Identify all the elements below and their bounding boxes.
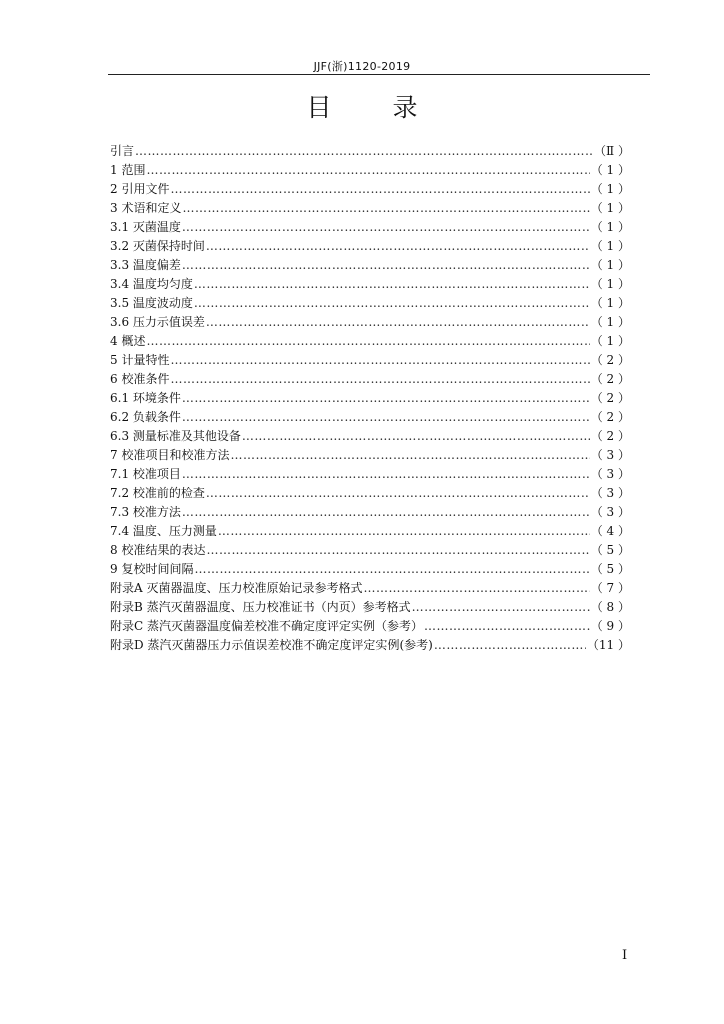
toc-entry-page: （ 5 ） bbox=[590, 562, 630, 576]
toc-entry[interactable] bbox=[110, 275, 630, 294]
toc-entry-label: 附录A 灭菌器温度、压力校准原始记录参考格式 bbox=[110, 581, 363, 595]
toc-entry[interactable] bbox=[110, 560, 630, 579]
toc-entry-label: 1 范围 bbox=[110, 163, 146, 177]
toc-entry-page: （ 1 ） bbox=[590, 220, 630, 234]
toc-entry-page: （ 3 ） bbox=[590, 467, 630, 481]
toc-entry-label: 7 校准项目和校准方法 bbox=[110, 448, 230, 462]
toc-entry-page: （11 ） bbox=[586, 638, 630, 652]
toc-leader-dots bbox=[182, 465, 590, 484]
toc-leader-dots bbox=[242, 427, 590, 446]
toc-entry-page: （ 1 ） bbox=[590, 296, 630, 310]
toc-entry-label: 9 复校时间间隔 bbox=[110, 562, 194, 576]
toc-leader-dots bbox=[194, 294, 590, 313]
toc-entry[interactable] bbox=[110, 389, 630, 408]
toc-entry-label: 附录B 蒸汽灭菌器温度、压力校准证书（内页）参考格式 bbox=[110, 600, 411, 614]
toc-entry-label: 6.1 环境条件 bbox=[110, 391, 181, 405]
table-of-contents bbox=[110, 142, 630, 655]
toc-leader-dots bbox=[206, 237, 590, 256]
toc-entry-page: （ 2 ） bbox=[590, 410, 630, 424]
toc-entry[interactable] bbox=[110, 579, 630, 598]
toc-entry[interactable] bbox=[110, 370, 630, 389]
toc-leader-dots bbox=[206, 313, 590, 332]
toc-entry-label: 4 概述 bbox=[110, 334, 146, 348]
toc-entry-label: 6 校准条件 bbox=[110, 372, 170, 386]
toc-entry-page: （ 3 ） bbox=[590, 505, 630, 519]
toc-leader-dots bbox=[182, 218, 590, 237]
toc-entry[interactable] bbox=[110, 256, 630, 275]
toc-leader-dots bbox=[218, 522, 590, 541]
toc-entry-label: 3.5 温度波动度 bbox=[110, 296, 193, 310]
toc-entry-page: （ 7 ） bbox=[590, 581, 630, 595]
toc-entry-label: 3.3 温度偏差 bbox=[110, 258, 181, 272]
toc-entry-page: （ 2 ） bbox=[590, 372, 630, 386]
toc-leader-dots bbox=[424, 617, 590, 636]
toc-entry[interactable] bbox=[110, 161, 630, 180]
toc-entry[interactable] bbox=[110, 598, 630, 617]
toc-entry-page: （ 1 ） bbox=[590, 258, 630, 272]
toc-entry-page: （Ⅱ ） bbox=[594, 144, 630, 158]
toc-entry[interactable] bbox=[110, 465, 630, 484]
toc-entry[interactable] bbox=[110, 636, 630, 655]
toc-entry-page: （ 1 ） bbox=[590, 277, 630, 291]
toc-entry-page: （ 4 ） bbox=[590, 524, 630, 538]
toc-entry-label: 7.2 校准前的检查 bbox=[110, 486, 205, 500]
toc-entry-page: （ 1 ） bbox=[590, 182, 630, 196]
toc-entry-page: （ 2 ） bbox=[590, 353, 630, 367]
toc-entry-label: 8 校准结果的表达 bbox=[110, 543, 206, 557]
toc-leader-dots bbox=[206, 541, 589, 560]
toc-leader-dots bbox=[194, 560, 589, 579]
toc-entry[interactable] bbox=[110, 484, 630, 503]
toc-entry-label: 3.2 灭菌保持时间 bbox=[110, 239, 205, 253]
toc-entry-page: （ 1 ） bbox=[590, 163, 630, 177]
toc-entry-page: （ 1 ） bbox=[590, 334, 630, 348]
document-code: JJF(浙)1120-2019 bbox=[313, 60, 411, 73]
toc-leader-dots bbox=[434, 636, 586, 655]
toc-entry-label: 6.2 负载条件 bbox=[110, 410, 181, 424]
toc-entry[interactable] bbox=[110, 237, 630, 256]
toc-entry[interactable] bbox=[110, 408, 630, 427]
toc-entry-page: （ 1 ） bbox=[590, 201, 630, 215]
page-number: I bbox=[622, 948, 628, 963]
toc-entry-label: 5 计量特性 bbox=[110, 353, 170, 367]
toc-entry-label: 3.4 温度均匀度 bbox=[110, 277, 193, 291]
toc-entry[interactable] bbox=[110, 218, 630, 237]
toc-leader-dots bbox=[182, 389, 590, 408]
toc-entry[interactable] bbox=[110, 332, 630, 351]
toc-leader-dots bbox=[146, 161, 589, 180]
toc-entry[interactable] bbox=[110, 503, 630, 522]
toc-leader-dots bbox=[230, 446, 589, 465]
toc-leader-dots bbox=[182, 503, 590, 522]
toc-entry-page: （ 2 ） bbox=[590, 429, 630, 443]
toc-leader-dots bbox=[170, 180, 589, 199]
toc-entry-label: 3.6 压力示值误差 bbox=[110, 315, 205, 329]
toc-entry-label: 附录C 蒸汽灭菌器温度偏差校准不确定度评定实例（参考） bbox=[110, 619, 423, 633]
toc-leader-dots bbox=[206, 484, 590, 503]
toc-entry[interactable] bbox=[110, 522, 630, 541]
toc-entry[interactable] bbox=[110, 351, 630, 370]
toc-leader-dots bbox=[146, 332, 589, 351]
toc-entry[interactable] bbox=[110, 180, 630, 199]
page-title: 目 录 bbox=[306, 93, 436, 122]
toc-entry[interactable] bbox=[110, 294, 630, 313]
toc-entry-label: 7.4 温度、压力测量 bbox=[110, 524, 217, 538]
toc-entry-page: （ 5 ） bbox=[590, 543, 630, 557]
toc-entry-label: 3.1 灭菌温度 bbox=[110, 220, 181, 234]
toc-entry-label: 引言 bbox=[110, 144, 135, 158]
toc-entry[interactable] bbox=[110, 541, 630, 560]
toc-entry-label: 3 术语和定义 bbox=[110, 201, 182, 215]
toc-leader-dots bbox=[170, 351, 589, 370]
toc-entry-page: （ 3 ） bbox=[590, 448, 630, 462]
toc-entry-label: 7.1 校准项目 bbox=[110, 467, 181, 481]
toc-entry-label: 6.3 测量标准及其他设备 bbox=[110, 429, 241, 443]
toc-entry-label: 7.3 校准方法 bbox=[110, 505, 181, 519]
toc-leader-dots bbox=[135, 142, 593, 161]
toc-leader-dots bbox=[194, 275, 590, 294]
toc-entry[interactable] bbox=[110, 446, 630, 465]
toc-entry[interactable] bbox=[110, 313, 630, 332]
toc-entry-page: （ 8 ） bbox=[590, 600, 630, 614]
toc-entry-page: （ 1 ） bbox=[590, 315, 630, 329]
toc-entry-page: （ 2 ） bbox=[590, 391, 630, 405]
toc-entry-page: （ 9 ） bbox=[590, 619, 630, 633]
toc-entry-label: 附录D 蒸汽灭菌器压力示值误差校准不确定度评定实例(参考) bbox=[110, 638, 433, 652]
toc-leader-dots bbox=[412, 598, 590, 617]
toc-entry[interactable] bbox=[110, 142, 630, 161]
toc-leader-dots bbox=[182, 199, 589, 218]
toc-leader-dots bbox=[182, 408, 590, 427]
toc-leader-dots bbox=[182, 256, 590, 275]
toc-entry-page: （ 3 ） bbox=[590, 486, 630, 500]
toc-entry-page: （ 1 ） bbox=[590, 239, 630, 253]
toc-entry[interactable] bbox=[110, 617, 630, 636]
header-rule bbox=[108, 74, 650, 75]
toc-leader-dots bbox=[363, 579, 589, 598]
toc-entry[interactable] bbox=[110, 427, 630, 446]
toc-entry[interactable] bbox=[110, 199, 630, 218]
toc-entry-label: 2 引用文件 bbox=[110, 182, 170, 196]
toc-leader-dots bbox=[170, 370, 589, 389]
